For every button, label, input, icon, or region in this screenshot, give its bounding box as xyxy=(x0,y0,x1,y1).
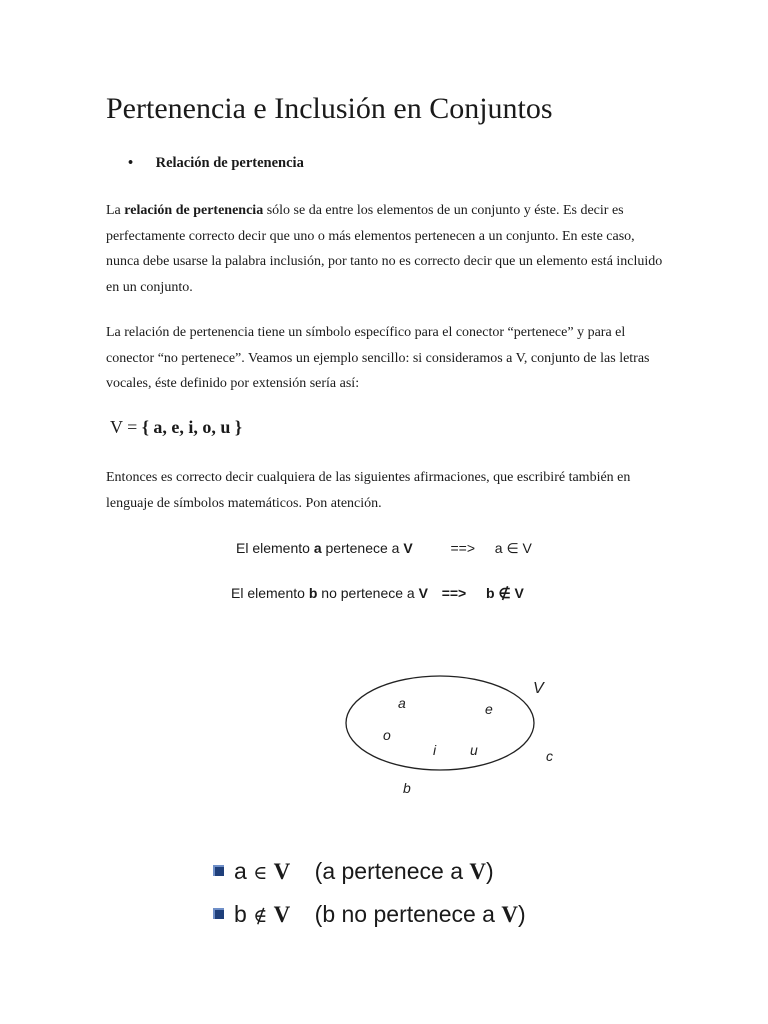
summary-text-set: V xyxy=(469,859,487,884)
diagram-element-e: e xyxy=(485,701,493,717)
set-definition-body: { a, e, i, o, u } xyxy=(141,417,243,437)
statement-text: El elemento xyxy=(231,585,309,601)
para1-lead: La xyxy=(106,203,125,218)
statement-formula: b ∉ V xyxy=(486,585,524,601)
set-definition-prefix: V = xyxy=(110,417,142,437)
diagram-element-o: o xyxy=(383,727,391,743)
statement-formula: a ∈ V xyxy=(494,540,532,556)
page-title: Pertenencia e Inclusión en Conjuntos xyxy=(106,92,553,125)
paragraph-statements-intro: Entonces es correcto decir cualquiera de las siguientes afirmaciones, que escribiré también en lenguaje de símbolos matemáticos. Pon atención. xyxy=(106,470,631,511)
bullet-label: Relación de pertenencia xyxy=(155,155,304,171)
venn-diagram xyxy=(220,660,580,805)
statement-arrow: ==> xyxy=(450,540,476,556)
summary-set: V xyxy=(273,902,291,927)
diagram-element-i: i xyxy=(433,742,437,758)
paragraph-definition xyxy=(106,198,666,300)
statement-text: El elemento xyxy=(236,540,314,556)
diagram-element-u: u xyxy=(470,742,478,758)
statement-not-belongs xyxy=(231,585,524,602)
diagram-element-a: a xyxy=(398,695,406,711)
para1-rest: sólo se da entre los elementos de un conjunto y éste. Es decir es perfectamente correcto decir que uno o más elementos pertenecen a un conjunto. En este caso, nunca debe usarse la palabra inclusión, por tanto no es correcto decir que un elemento está incluido en un conjunto. xyxy=(106,203,663,295)
diagram-element-c: c xyxy=(546,748,553,764)
statement-text: no pertenece a xyxy=(317,585,419,601)
diagram-element-b: b xyxy=(403,780,411,796)
statement-arrow: ==> xyxy=(441,585,467,601)
bullet-dot-icon: • xyxy=(128,155,134,171)
set-label-v: V xyxy=(533,680,544,697)
summary-symbol: ∉ xyxy=(253,905,268,927)
statement-set: V xyxy=(418,585,428,601)
summary-text-close: ) xyxy=(517,901,526,927)
statement-belongs xyxy=(236,540,532,557)
summary-text-close: ) xyxy=(486,858,494,884)
summary-belongs xyxy=(213,858,494,885)
bullet-item xyxy=(128,155,304,172)
set-definition xyxy=(110,417,242,438)
paragraph-example: La relación de pertenencia tiene un símbolo específico para el conector “pertenece” y para el conector “no pertenece”. Veamos un ejemplo sencillo: si consideramos a V, conjunto de las letras vocales, éste definido por extensión sería así: xyxy=(106,325,650,391)
summary-element: a xyxy=(234,858,247,884)
summary-text-set: V xyxy=(501,902,518,927)
para1-bold-term: relación de pertenencia xyxy=(124,203,264,218)
set-ellipse xyxy=(346,676,534,770)
summary-not-belongs xyxy=(213,901,526,928)
statement-element: a xyxy=(313,540,322,556)
checkbox-bullet-icon xyxy=(213,865,224,876)
summary-text: (b no pertenece a xyxy=(314,901,502,927)
checkbox-bullet-icon xyxy=(213,908,224,919)
summary-text: (a pertenece a xyxy=(314,858,470,884)
statement-text: pertenece a xyxy=(321,540,404,556)
statement-set: V xyxy=(403,540,413,556)
summary-element: b xyxy=(234,901,247,927)
statement-element: b xyxy=(308,585,318,601)
summary-symbol: ∈ xyxy=(253,862,268,884)
summary-set: V xyxy=(273,859,291,884)
